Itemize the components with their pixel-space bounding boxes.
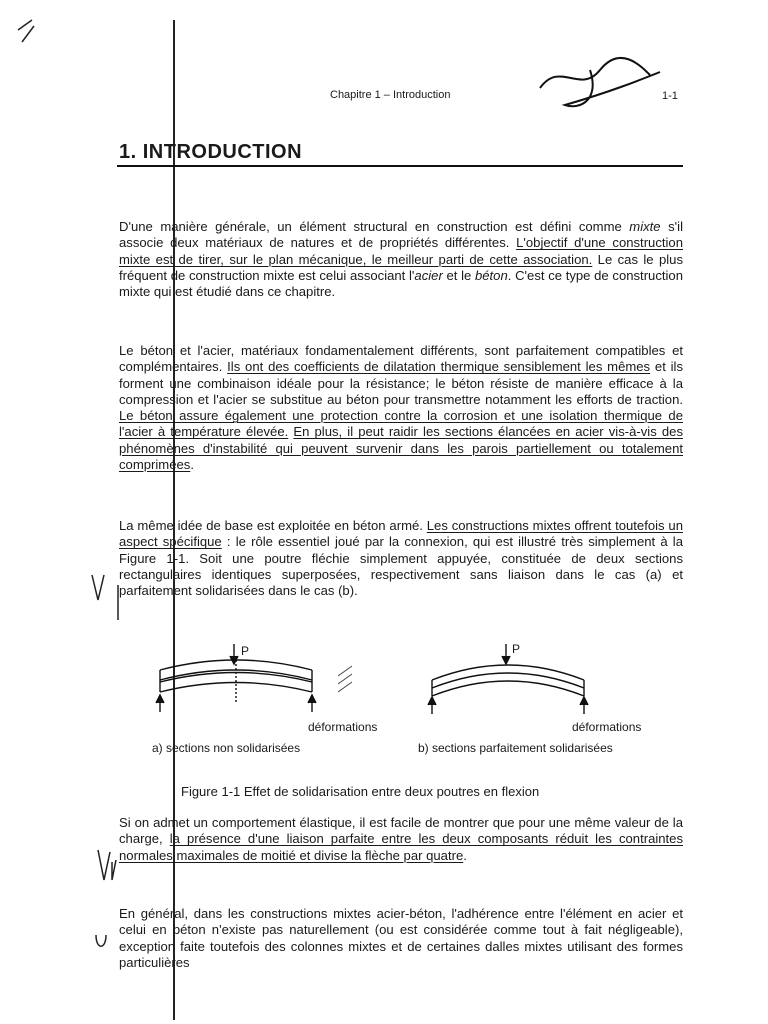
figure-caption: Figure 1-1 Effet de solidarisation entre deux poutres en flexion <box>181 784 540 799</box>
paragraph-5: En général, dans les constructions mixtes acier-béton, l'adhérence entre l'élément en acier et celui en béton n'existe pas naturellement (ou est considérée comme tout à fait négligeable), exception faite toutefois des colonnes mixtes et de certaines dalles mixtes utilisant des formes particulières <box>119 906 683 970</box>
hatch-marks <box>338 666 352 692</box>
load-arrow-b <box>502 644 510 664</box>
load-arrow-a <box>230 644 238 664</box>
beam-a <box>160 660 312 702</box>
title-rule <box>117 165 683 167</box>
paragraph-4: Si on admet un comportement élastique, il est facile de montrer que pour une même valeur de la charge, la présence d'une liaison parfaite entre les deux composants réduit les contraintes normales maximales de moitié et divise la flèche par quatre. <box>119 815 684 863</box>
paragraph-3: La même idée de base est exploitée en béton armé. Les constructions mixtes offrent toutefois un aspect spécifique : le rôle essentiel joué par la connexion, qui est illustré très simplement à la Figure 1-1. Soit une poutre fléchie simplement appuyée, constituée de deux sections rectangulaires identiques superposées, respectivement sans liaison dans le cas (a) et parfaitement solidarisées dans le cas (b). <box>119 518 683 599</box>
beam-b <box>432 665 584 696</box>
deformation-label-b: déformations <box>572 720 642 734</box>
page-header: Chapitre 1 – Introduction <box>330 89 451 101</box>
paragraph-2: Le béton et l'acier, matériaux fondamentalement différents, sont parfaitement compatibles et complémentaires. Ils ont des coefficients de dilatation thermique sensiblement les mêmes et ils forment une combinaison idéale pour la résistance; le béton résiste de manière efficace à la compression et l'acier se substitue au béton pour transmettre notamment les efforts de traction. Le béton assure également une protection contre la corrosion et une isolation thermique de l'acier à température élevée. En plus, il peut raidir les sections élancées en acier vis-à-vis des phénomènes d'instabilité qui peuvent survenir dans les parois partiellement ou totalement comprimées. <box>119 343 684 473</box>
paragraph-1: D'une manière générale, un élément structural en construction est défini comme mixte s'il associe deux matériaux de natures et de propriétés différentes. L'objectif d'une construction mixte est de tirer, sur le plan mécanique, le meilleur parti de cette association. Le cas le plus fréquent de construction mixte est celui associant l'acier et le béton. C'est ce type de construction mixte qui est étudié dans ce chapitre. <box>119 219 683 300</box>
support-arrows-b <box>428 697 588 714</box>
load-label-b: P <box>512 642 521 656</box>
subcaption-b: b) sections parfaitement solidarisées <box>418 741 613 755</box>
section-title: 1. INTRODUCTION <box>119 141 303 163</box>
subcaption-a: a) sections non solidarisées <box>152 741 301 755</box>
deformation-label-a: déformations <box>308 720 378 734</box>
load-label-a: P <box>241 644 250 658</box>
figure-beams <box>0 636 768 766</box>
page-number: 1-1 <box>662 90 678 102</box>
